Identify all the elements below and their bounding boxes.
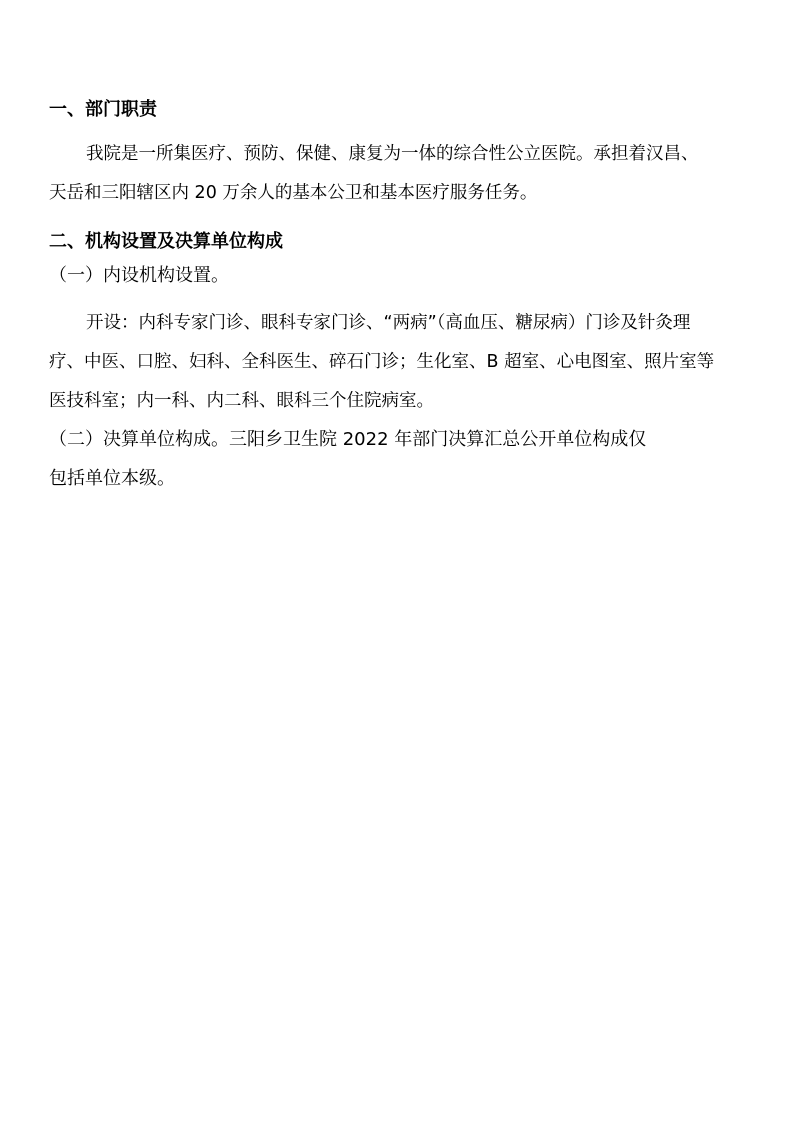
budget-unit-composition-line-1: （二）决算单位构成。三阳乡卫生院 2022 年部门决算汇总公开单位构成仅 — [49, 429, 647, 450]
internal-structure-line-3: 医技科室；内一科、内二科、眼科三个住院病室。 — [49, 391, 434, 411]
budget-unit-composition-line-2: 包括单位本级。 — [49, 468, 175, 489]
duties-paragraph-line-2: 天岳和三阳辖区内 20 万余人的基本公卫和基本医疗服务任务。 — [49, 183, 538, 203]
internal-structure-line-2: 疗、中医、口腔、妇科、全科医生、碎石门诊；生化室、B 超室、心电图室、照片室等 — [49, 352, 715, 372]
section-heading-duties: 一、部门职责 — [49, 99, 157, 120]
duties-paragraph-line-1: 我院是一所集医疗、预防、保健、康复为一体的综合性公立医院。承担着汉昌、 — [86, 144, 699, 164]
internal-structure-line-1: 开设：内科专家门诊、眼科专家门诊、“两病”（高血压、糖尿病）门诊及针灸理 — [86, 313, 691, 333]
section-heading-organization: 二、机构设置及决算单位构成 — [49, 231, 283, 252]
subsection-heading-internal-structure: （一）内设机构设置。 — [49, 265, 229, 286]
